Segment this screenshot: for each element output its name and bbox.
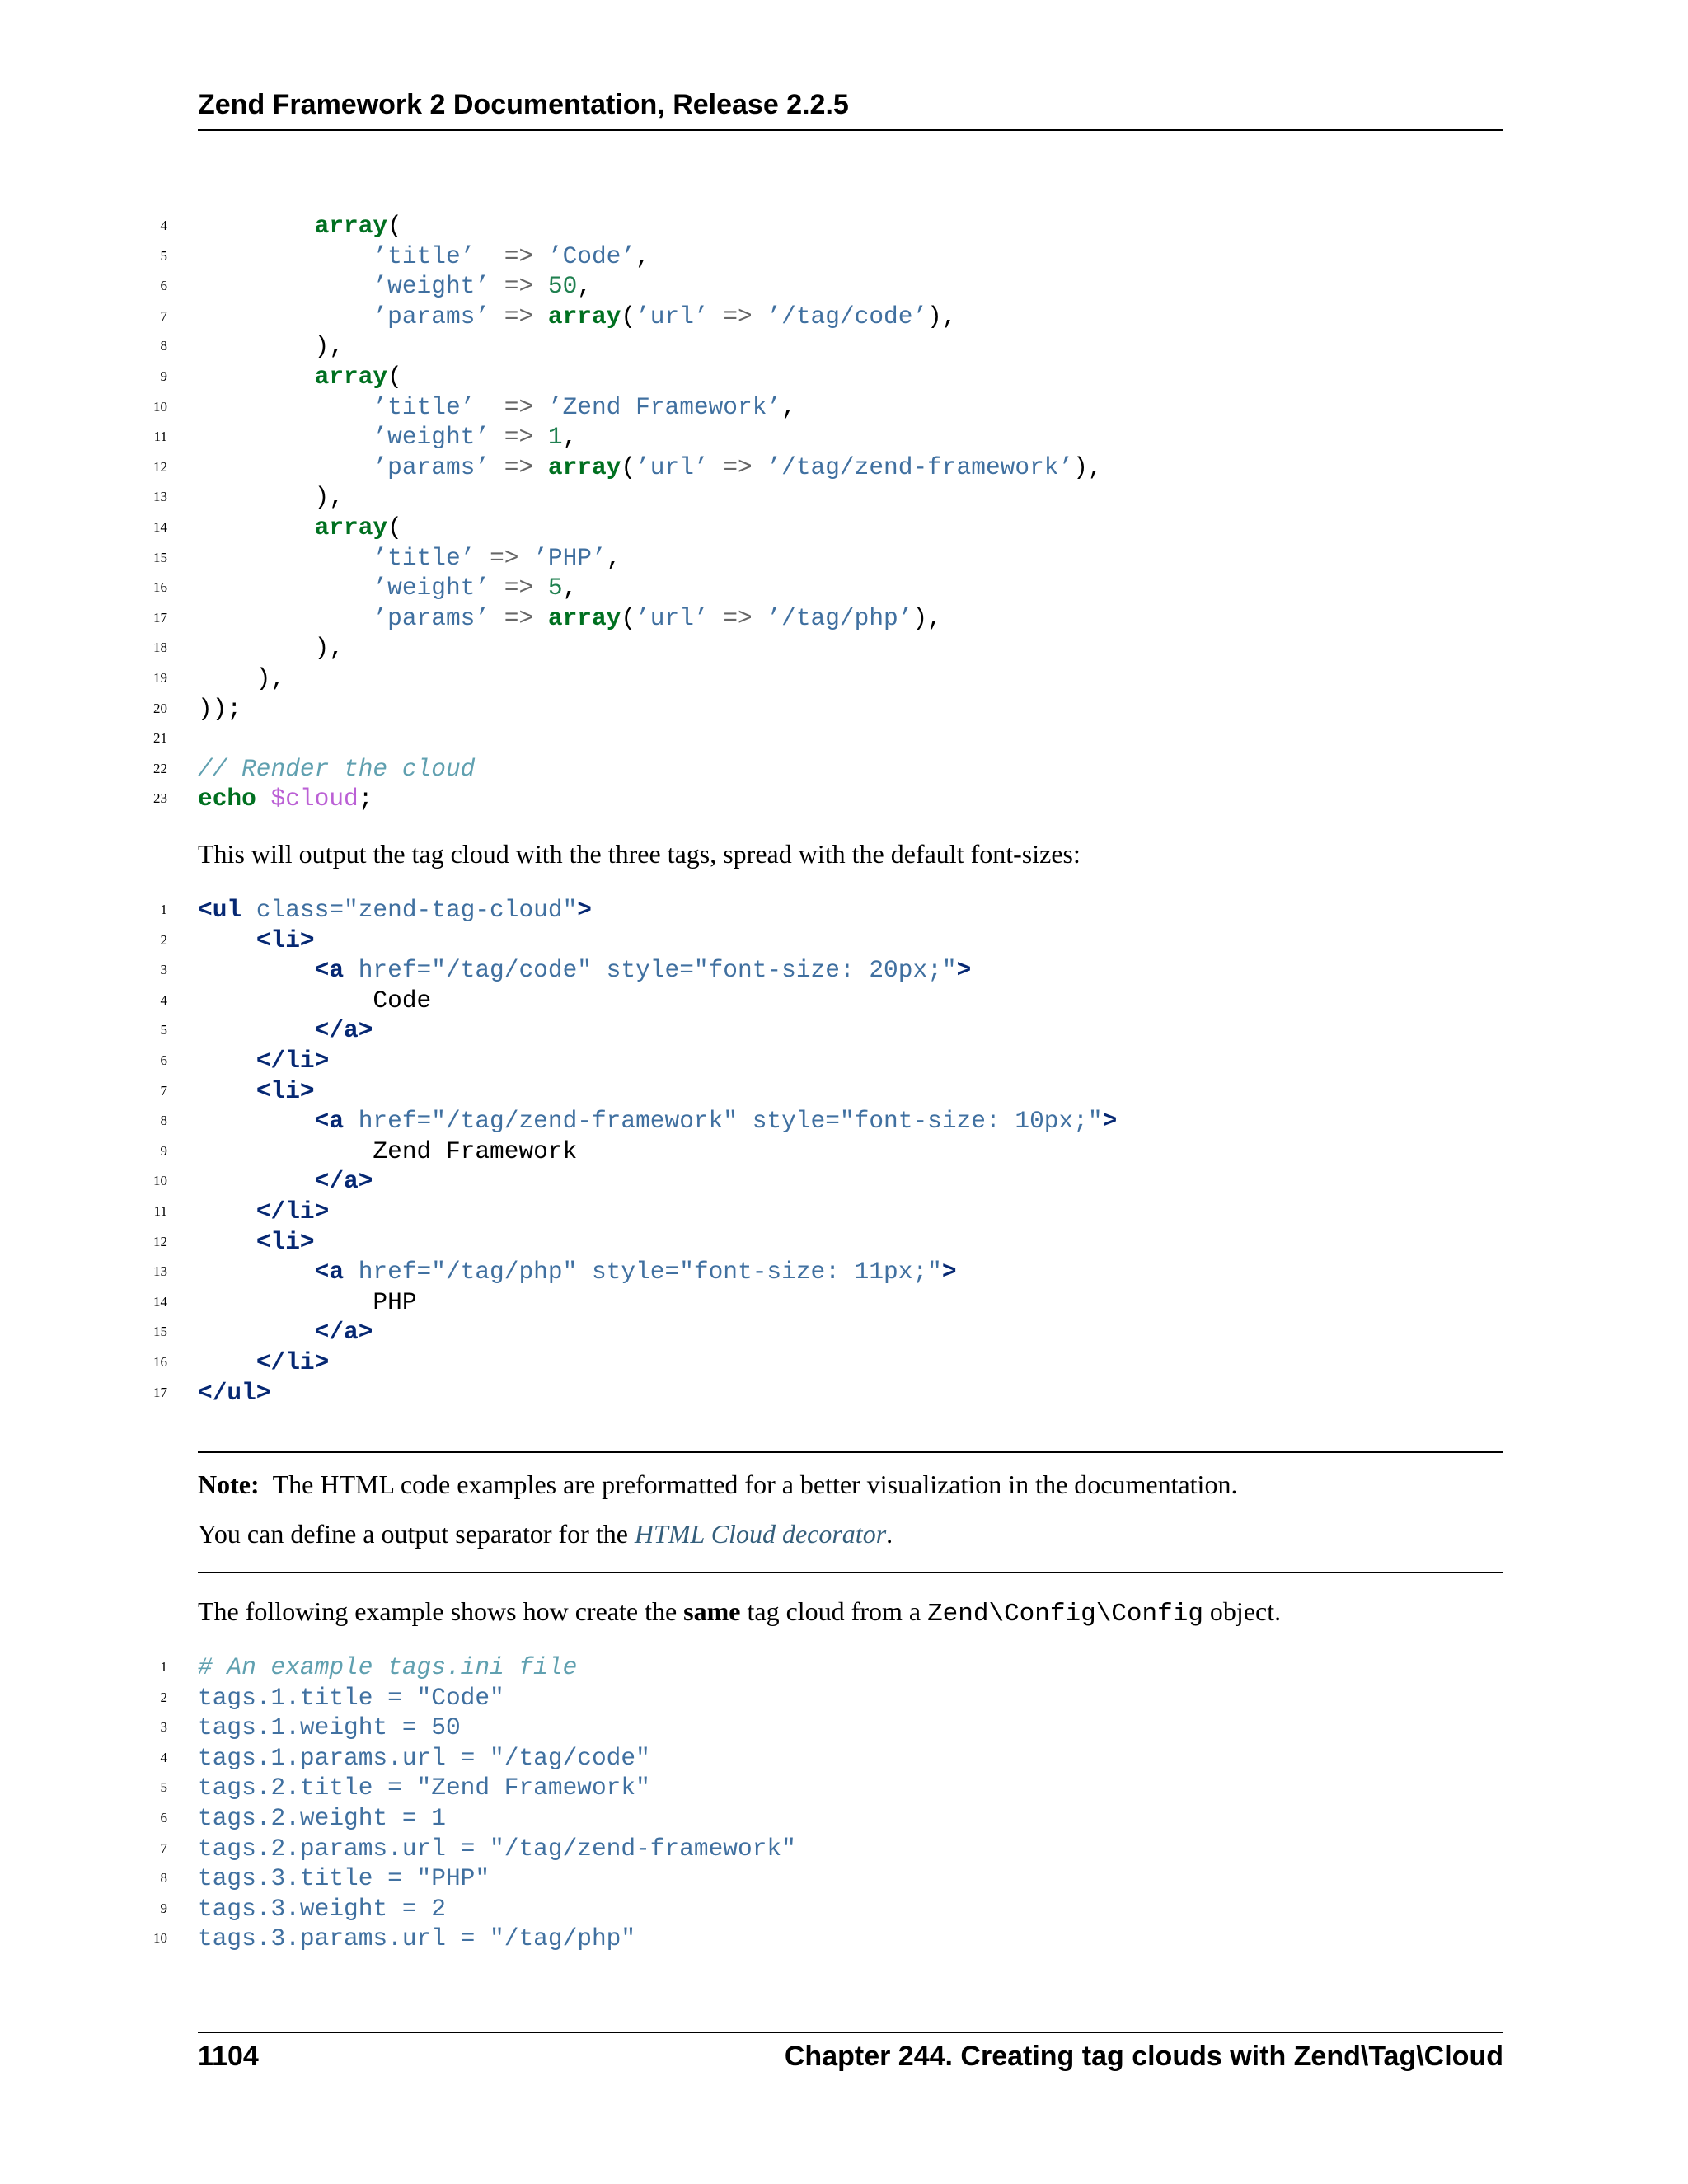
code-token: tags.3.weight = 2 [198, 1894, 446, 1923]
code-token: # An example tags.ini file [198, 1653, 578, 1681]
code-block-php [144, 211, 1504, 814]
code-text [198, 1773, 650, 1802]
code-token: </a> [314, 1167, 373, 1196]
line-number: 23 [153, 790, 167, 807]
code-token: ’weight’ [373, 272, 490, 301]
code-token [198, 1228, 256, 1256]
code-token [198, 1077, 256, 1105]
line-number: 4 [160, 218, 167, 233]
code-token: href="/tag/php" style="font-size: 11px;" [358, 1258, 942, 1286]
line-number: 10 [153, 1930, 167, 1947]
code-token [344, 956, 359, 984]
code-token: ), [198, 483, 345, 512]
line-number: 16 [153, 579, 167, 596]
code-token [533, 453, 548, 481]
line-number: 12 [153, 458, 167, 475]
line-number: 8 [160, 1870, 167, 1886]
line-number: 4 [160, 991, 167, 1008]
line-number: 9 [160, 368, 167, 384]
code-token: tags.2.title = "Zend Framework" [198, 1774, 650, 1802]
code-token: ), [198, 634, 345, 663]
code-token: , [562, 574, 578, 602]
code-token [533, 393, 548, 421]
line-number: 15 [153, 1324, 167, 1340]
code-token: href="/tag/code" style="font-size: 20px;" [358, 956, 957, 985]
code-token: $cloud [270, 785, 359, 813]
line-number: 10 [153, 398, 167, 415]
code-token [533, 272, 548, 300]
line-number: 2 [160, 1689, 167, 1705]
code-token [753, 302, 767, 330]
code-token [344, 1258, 359, 1286]
code-token [198, 453, 373, 481]
code-text [198, 784, 373, 813]
code-token: 1 [547, 423, 563, 452]
code-text [198, 1834, 796, 1863]
code-token [475, 242, 504, 270]
code-text [198, 1166, 373, 1196]
code-token: ’weight’ [373, 574, 490, 602]
code-token [198, 604, 373, 632]
code-text [198, 362, 402, 391]
code-text [198, 663, 285, 693]
code-text [198, 1257, 957, 1286]
code-token: ’url’ [635, 302, 709, 330]
line-number: 1 [160, 1659, 167, 1675]
line-number: 5 [160, 1022, 167, 1038]
code-token: array [547, 603, 621, 632]
line-number: 6 [160, 1810, 167, 1825]
code-block-ini [144, 1652, 1504, 1954]
code-token: </ul> [198, 1378, 271, 1407]
code-token [475, 393, 504, 421]
code-text [198, 1924, 635, 1953]
code-token: ’/tag/zend-framework’ [767, 452, 1074, 481]
code-text [198, 1863, 490, 1893]
code-text [198, 1317, 373, 1347]
code-token [198, 1258, 315, 1286]
code-token [198, 574, 373, 602]
code-token: => [504, 423, 534, 452]
line-number: 15 [153, 549, 167, 565]
inline-code-config-class: Zend\Config\Config [927, 1600, 1203, 1629]
line-number: 2 [160, 931, 167, 948]
code-token: ’params’ [373, 302, 490, 330]
code-text [198, 1197, 329, 1226]
code-text [198, 1713, 461, 1742]
code-token [198, 302, 373, 330]
code-token [533, 242, 548, 270]
code-text [198, 1743, 650, 1773]
line-number: 3 [160, 1719, 167, 1736]
code-token [475, 544, 490, 572]
code-token: </li> [256, 1348, 330, 1376]
code-token: => [504, 241, 534, 270]
code-token: => [504, 452, 534, 481]
code-token: <a [314, 956, 345, 985]
paragraph-config-prefix: The following example shows how create the [198, 1596, 684, 1626]
line-number: 6 [160, 1052, 167, 1068]
code-text [198, 211, 402, 241]
code-text [198, 573, 577, 602]
code-text [198, 603, 942, 633]
code-token: Code [198, 986, 432, 1015]
code-token: </a> [314, 1318, 373, 1347]
code-token: tags.3.params.url = "/tag/php" [198, 1924, 636, 1953]
code-token: tags.1.title = "Code" [198, 1683, 504, 1712]
line-number: 17 [153, 1384, 167, 1400]
code-token [709, 453, 724, 481]
code-text [198, 1378, 271, 1408]
code-text [198, 895, 592, 925]
code-token: Zend Framework [198, 1137, 578, 1165]
code-token: , [781, 392, 796, 421]
line-number: 11 [153, 429, 167, 445]
footer-rule [198, 2032, 1503, 2033]
note-line-1 [198, 1469, 1237, 1500]
code-text [198, 1046, 329, 1076]
code-token [709, 302, 724, 330]
code-text [198, 392, 796, 422]
code-text [198, 1076, 315, 1106]
code-token [490, 574, 504, 602]
code-text [198, 694, 241, 724]
code-text [198, 1137, 577, 1166]
line-number: 9 [160, 1900, 167, 1916]
code-token: ’/tag/php’ [767, 603, 913, 632]
line-number: 7 [160, 1082, 167, 1099]
code-token [533, 302, 548, 330]
code-text [198, 986, 431, 1015]
code-token [241, 896, 256, 924]
line-number: 4 [160, 1749, 167, 1765]
code-token [198, 363, 315, 391]
line-number: 7 [160, 1840, 167, 1856]
code-token: ’weight’ [373, 423, 490, 452]
code-token: ’title’ [373, 241, 476, 270]
code-text [198, 1652, 577, 1682]
code-token: ’params’ [373, 603, 490, 632]
code-token: <li> [256, 1076, 315, 1105]
code-token: => [504, 272, 534, 301]
line-number: 20 [153, 700, 167, 716]
note-text: The HTML code examples are preformatted for a better visualization in the documentation. [272, 1469, 1238, 1499]
code-token: tags.3.title = "PHP" [198, 1864, 490, 1893]
code-token: class="zend-tag-cloud" [256, 896, 578, 924]
code-token [518, 544, 533, 572]
code-block-html [144, 895, 1504, 1408]
note-line-2 [198, 1519, 893, 1549]
code-token: ), [912, 603, 942, 632]
code-text [198, 422, 577, 452]
line-number: 7 [160, 307, 167, 324]
page-header: Zend Framework 2 Documentation, Release 2.2.5 [198, 89, 849, 120]
code-token [198, 212, 315, 240]
line-number: 9 [160, 1142, 167, 1159]
code-token [533, 604, 548, 632]
code-token [198, 242, 373, 270]
line-number: 12 [153, 1233, 167, 1249]
page-footer [198, 2041, 1503, 2073]
code-token: => [504, 302, 534, 330]
code-token: 5 [547, 574, 563, 602]
code-token: ; [358, 785, 373, 813]
code-token [256, 785, 271, 813]
code-text [198, 754, 475, 784]
code-text [198, 1227, 315, 1257]
line-number: 8 [160, 338, 167, 354]
code-text [198, 271, 592, 301]
code-token [709, 604, 724, 632]
code-token: ( [621, 603, 636, 632]
code-token: ( [621, 452, 636, 481]
code-token: tags.2.weight = 1 [198, 1804, 446, 1832]
code-token: , [562, 423, 578, 452]
paragraph-config-bold: same [683, 1596, 741, 1626]
code-token [198, 1318, 315, 1346]
code-text [198, 543, 621, 573]
code-token: > [941, 1258, 957, 1286]
header-rule [198, 129, 1503, 131]
code-token: > [1102, 1107, 1118, 1136]
code-token: <a [314, 1258, 345, 1286]
code-token: ), [198, 332, 345, 361]
line-number: 5 [160, 247, 167, 264]
code-token [753, 453, 767, 481]
code-token: > [577, 896, 592, 924]
code-text [198, 513, 402, 542]
note-rule-top [198, 1451, 1503, 1453]
code-text [198, 955, 971, 985]
code-token: <li> [256, 926, 315, 954]
code-text [198, 482, 344, 512]
code-token [198, 926, 256, 954]
code-token: => [504, 574, 534, 602]
chapter-title: Chapter 244. Creating tag clouds with Zend\Tag\Cloud [784, 2041, 1503, 2072]
line-number: 11 [153, 1203, 167, 1219]
line-number: 18 [153, 640, 167, 656]
code-token [490, 453, 504, 481]
code-text [198, 241, 650, 271]
line-number: 10 [153, 1173, 167, 1189]
code-token [490, 302, 504, 330]
paragraph-config [198, 1596, 1281, 1629]
code-token: ), [198, 664, 286, 692]
code-text [198, 302, 957, 331]
code-text [198, 1106, 1117, 1136]
code-text [198, 1347, 329, 1377]
code-token [490, 272, 504, 300]
code-token: ’PHP’ [533, 543, 607, 572]
code-token [490, 423, 504, 451]
page-number: 1104 [198, 2041, 259, 2072]
code-text [198, 1015, 373, 1045]
code-token: ’Code’ [547, 241, 636, 270]
code-token [198, 423, 373, 451]
code-token [198, 956, 315, 984]
code-text [198, 633, 344, 663]
code-text [198, 1287, 417, 1317]
paragraph-config-suffix: object. [1203, 1596, 1282, 1626]
code-token: ’title’ [373, 543, 476, 572]
line-number: 3 [160, 962, 167, 978]
code-text [198, 452, 1103, 482]
code-token: => [723, 603, 753, 632]
line-number: 1 [160, 902, 167, 917]
code-token: )); [198, 694, 242, 723]
code-text [198, 1894, 446, 1924]
code-token [198, 1167, 315, 1195]
line-number: 14 [153, 1293, 167, 1310]
code-token: , [577, 272, 592, 301]
line-number: 13 [153, 489, 167, 505]
code-text [198, 1683, 504, 1713]
code-token: </a> [314, 1016, 373, 1045]
code-token: // Render the cloud [198, 754, 476, 783]
code-token: ’Zend Framework’ [547, 392, 782, 421]
code-token: 50 [547, 272, 578, 301]
code-token: => [504, 603, 534, 632]
code-token [753, 604, 767, 632]
code-token: </li> [256, 1047, 330, 1075]
code-token [198, 272, 373, 300]
code-token: href="/tag/zend-framework" style="font-size: 10px;" [358, 1107, 1103, 1136]
code-token: ( [387, 513, 402, 541]
code-token: array [314, 363, 388, 391]
code-token: <a [314, 1107, 345, 1136]
line-number: 14 [153, 519, 167, 535]
code-token: => [504, 392, 534, 421]
code-token: ’params’ [373, 452, 490, 481]
line-number: 13 [153, 1263, 167, 1280]
line-number: 17 [153, 609, 167, 626]
code-token [198, 393, 373, 421]
note-line2-prefix: You can define a output separator for the [198, 1519, 635, 1549]
code-token: , [606, 543, 621, 572]
code-token: tags.2.params.url = "/tag/zend-framework" [198, 1834, 796, 1863]
code-token: array [314, 513, 388, 541]
code-token: ( [621, 302, 636, 330]
code-token: ’/tag/code’ [767, 302, 928, 330]
code-token [198, 1107, 315, 1135]
code-token: <li> [256, 1227, 315, 1256]
line-number: 19 [153, 670, 167, 686]
html-cloud-decorator-link[interactable]: HTML Cloud decorator [634, 1519, 887, 1549]
line-number: 21 [153, 730, 167, 747]
code-token: echo [198, 785, 256, 813]
code-token [533, 423, 548, 451]
code-token: => [490, 543, 519, 572]
code-token: ( [387, 363, 402, 391]
code-token [533, 574, 548, 602]
code-token [198, 544, 373, 572]
code-token [198, 1197, 256, 1226]
code-token [198, 513, 315, 541]
code-token: ), [927, 302, 957, 330]
code-token: tags.1.weight = 50 [198, 1713, 461, 1742]
code-text [198, 1803, 446, 1833]
line-number: 16 [153, 1354, 167, 1370]
code-token: PHP [198, 1287, 417, 1316]
code-text [198, 331, 344, 361]
code-token [198, 1348, 256, 1376]
paragraph-config-middle: tag cloud from a [740, 1596, 928, 1626]
code-token: </li> [256, 1197, 330, 1226]
code-token: ’title’ [373, 392, 476, 421]
line-number: 8 [160, 1113, 167, 1129]
code-token: => [723, 302, 753, 330]
code-token: array [314, 212, 388, 240]
code-token: ’url’ [635, 603, 709, 632]
code-token: array [547, 302, 621, 330]
code-token [198, 1047, 256, 1075]
code-token [490, 604, 504, 632]
note-label: Note: [198, 1469, 260, 1499]
code-token: ), [1073, 452, 1103, 481]
note-line2-suffix: . [886, 1519, 893, 1549]
code-token: ( [387, 212, 402, 240]
code-token: tags.1.params.url = "/tag/code" [198, 1743, 650, 1772]
line-number: 6 [160, 278, 167, 294]
code-token: <ul [198, 896, 242, 924]
paragraph-output: This will output the tag cloud with the three tags, spread with the default font-sizes: [198, 839, 1081, 869]
line-number: 5 [160, 1779, 167, 1796]
code-token: array [547, 452, 621, 481]
code-token: > [956, 956, 972, 985]
code-token [198, 1016, 315, 1044]
code-token: => [723, 452, 753, 481]
code-text [198, 926, 315, 955]
line-number: 22 [153, 760, 167, 776]
code-token: ’url’ [635, 452, 709, 481]
code-token [344, 1107, 359, 1135]
note-rule-bottom [198, 1572, 1503, 1573]
code-token: , [635, 241, 650, 270]
